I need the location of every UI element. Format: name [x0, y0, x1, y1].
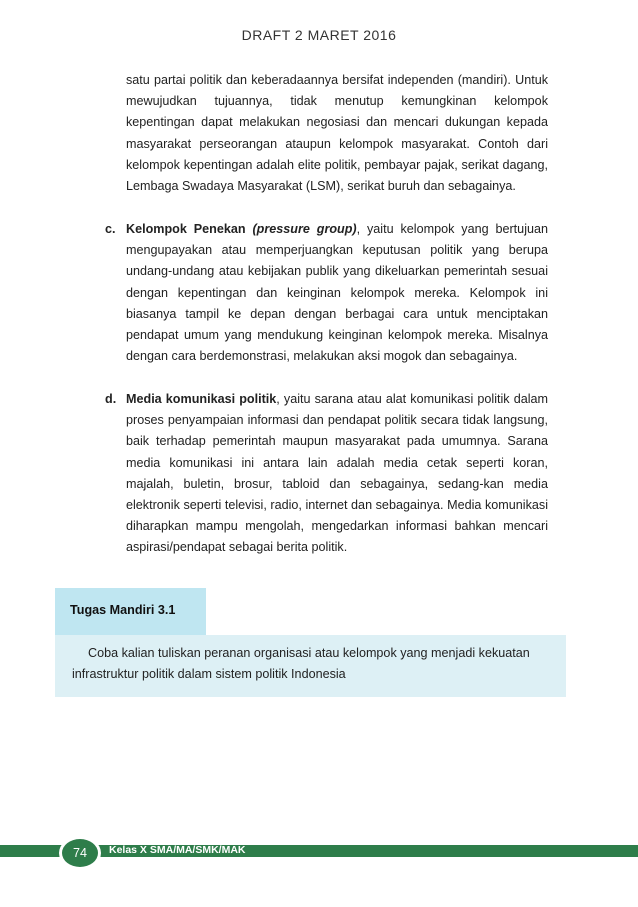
- term-media-komunikasi: Media komunikasi politik: [126, 392, 277, 406]
- tugas-mandiri-title: Tugas Mandiri 3.1: [70, 603, 176, 617]
- list-item-pressure-group: [105, 219, 548, 367]
- intro-paragraph: satu partai politik dan keberadaannya bersifat independen (mandiri). Untuk mewujudkan tujuannya, tidak menutup kemungkinan kelompok kepentingan dapat melakukan negosiasi dan mencari dukungan kepada masyarakat perseorangan ataupun kelompok masyarakat. Contoh dari kelompok kepentingan adalah elite politik, pembayar pajak, serikat dagang, Lembaga Swadaya Masyarakat (LSM), serikat buruh dan sebagainya.: [126, 73, 548, 194]
- list-marker-c: c.: [105, 222, 116, 236]
- term-kelompok-penekan: Kelompok Penekan: [126, 222, 246, 236]
- tugas-mandiri-tab: [55, 588, 206, 635]
- page-number: 74: [59, 836, 101, 870]
- list-item-media-komunikasi: [105, 389, 548, 559]
- list-item-text: , yaitu kelompok yang bertujuan mengupayakan atau memperjuangkan keputusan politik yang berupa undang-undang atau kebijakan publik yang dikeluarkan pemerintah sesuai dengan kepentingan dan keinginan kelompok mereka. Kelompok ini biasanya tampil ke depan dengan berbagai cara untuk menciptakan pendapat umum yang mendukung keinginan kelompok mereka. Misalnya dengan cara berdemonstrasi, melakukan aksi mogok dan sebagainya.: [126, 222, 548, 364]
- footer-label: Kelas X SMA/MA/SMK/MAK: [109, 844, 246, 856]
- list-marker-d: d.: [105, 392, 117, 406]
- list-item-body: [126, 219, 548, 367]
- list-item-text: , yaitu sarana atau alat komunikasi politik dalam proses penyampaian informasi dan pendapat politik secara tidak langsung, baik terhadap pemerintah maupun masyarakat pada umumnya. Sarana media komunikasi ini antara lain adalah media cetak seperti koran, majalah, buletin, brosur, tabloid dan sebagainya, sedang-kan media elektronik seperti televisi, radio, internet dan sebagainya. Media komunikasi diharapkan mampu mengolah, mengedarkan informasi bahkan mencari aspirasi/pendapat sebagai berita politik.: [126, 392, 548, 555]
- tugas-mandiri-box: [55, 635, 566, 697]
- list-item-body: [126, 389, 548, 559]
- term-pressure-group: (pressure group): [252, 222, 357, 236]
- tugas-mandiri-text: Coba kalian tuliskan peranan organisasi atau kelompok yang menjadi kekuatan infrastruktur politik dalam sistem politik Indonesia: [72, 646, 530, 682]
- draft-header: DRAFT 2 MARET 2016: [241, 27, 397, 43]
